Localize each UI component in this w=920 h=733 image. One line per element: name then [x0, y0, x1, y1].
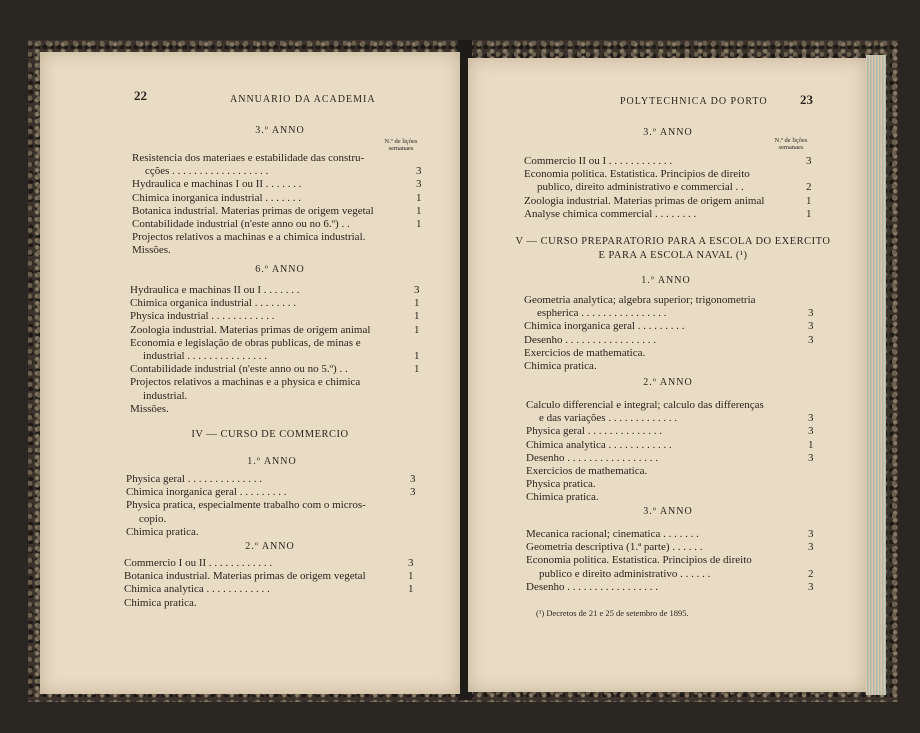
lesson-count: 3 — [808, 580, 814, 593]
course-item: Physica industrial . . . . . . . . . . . . — [130, 310, 275, 323]
lesson-count: 2 — [806, 181, 812, 194]
lesson-count: 1 — [414, 350, 420, 362]
course-item: Mecanica racional; cinematica . . . . . . . — [526, 528, 699, 540]
section-heading: 3.º ANNO — [643, 127, 693, 138]
course-heading: IV — CURSO DE COMMERCIO — [191, 429, 349, 440]
course-item: Chimica inorganica geral . . . . . . . . . — [524, 320, 685, 333]
course-item: Geometria analytica; algebra superior; trigonometria — [524, 294, 756, 306]
course-item: Physica pratica. — [526, 478, 596, 491]
page-edges — [866, 55, 886, 695]
course-item: Chimica pratica. — [526, 491, 599, 504]
course-item: Projectos relativos a machinas e a physica e chimica — [130, 376, 361, 389]
lesson-count: 1 — [414, 323, 420, 336]
course-item: Chimica inorganica industrial . . . . . . . — [132, 191, 302, 204]
lesson-count: 1 — [414, 363, 420, 376]
section-heading: 1.º ANNO — [247, 456, 297, 467]
lesson-count: 1 — [808, 438, 814, 451]
course-item: Desenho . . . . . . . . . . . . . . . . . — [524, 333, 656, 346]
lesson-count: 1 — [416, 191, 422, 204]
course-item: Exercicios de mathematica. — [524, 346, 646, 359]
lesson-count: 1 — [416, 204, 422, 217]
lesson-count: 1 — [416, 218, 422, 230]
lesson-count: 3 — [808, 528, 814, 540]
lesson-count: 3 — [808, 425, 814, 438]
lesson-count: 3 — [806, 155, 812, 167]
lesson-count: 3 — [408, 557, 414, 569]
course-item: copio. — [139, 512, 167, 525]
course-item: Hydraulica e machinas I ou II . . . . . . . — [132, 178, 302, 191]
course-item: Economia politica. Estatistica. Principios de direito — [526, 554, 752, 567]
course-item: Chimica inorganica geral . . . . . . . . . — [126, 486, 287, 499]
course-item: Geometria descriptiva (1.ª parte) . . . . . . — [526, 541, 703, 554]
section-heading: 1.º ANNO — [641, 275, 691, 286]
lesson-count: 3 — [410, 473, 416, 485]
course-item: cções . . . . . . . . . . . . . . . . . . — [145, 165, 269, 178]
lesson-count: 1 — [806, 207, 812, 220]
footnote: (¹) Decretos de 21 e 25 de setembro de 1895. — [536, 608, 689, 618]
course-item: Zoologia industrial. Materias primas de origem animal — [130, 323, 371, 336]
course-item: industrial . . . . . . . . . . . . . . . — [143, 350, 268, 362]
course-heading-line2: E PARA A ESCOLA NAVAL (¹) — [598, 250, 748, 261]
course-item: e das variações . . . . . . . . . . . . . — [539, 412, 678, 425]
course-item: Chimica pratica. — [524, 360, 597, 372]
course-item: Commercio II ou I . . . . . . . . . . . . — [524, 155, 673, 167]
course-item: Projectos relativos a machinas e a chimica industrial. — [132, 231, 366, 244]
lesson-count: 3 — [808, 320, 814, 333]
section-heading: 2.º ANNO — [643, 377, 693, 388]
lesson-count: 3 — [808, 307, 814, 320]
course-item: Desenho . . . . . . . . . . . . . . . . . — [526, 451, 658, 464]
course-item: Commercio I ou II . . . . . . . . . . . . — [124, 557, 273, 569]
running-head: ANNUARIO DA ACADEMIA — [230, 94, 376, 105]
section-heading: 2.º ANNO — [245, 541, 295, 552]
lesson-count: 3 — [808, 412, 814, 425]
course-item: Hydraulica e machinas II ou I . . . . . . . — [130, 284, 300, 296]
section-heading: 3.º ANNO — [643, 506, 693, 517]
lesson-count: 3 — [808, 541, 814, 554]
lesson-count: 1 — [408, 570, 414, 583]
course-item: publico, direito administrativo e commercial . . — [537, 181, 744, 194]
course-item: Exercicios de mathematica. — [526, 465, 648, 477]
course-item: Chimica pratica. — [126, 525, 199, 538]
running-head: POLYTECHNICA DO PORTO — [620, 96, 768, 107]
course-item: Contabilidade industrial (n'este anno ou no 6.º) . . — [132, 218, 350, 230]
course-item: Calculo differencial e integral; calculo das differenças — [526, 399, 764, 411]
course-item: Resistencia dos materiaes e estabilidade das constru- — [132, 152, 365, 164]
course-item: Contabilidade industrial (n'este anno ou no 5.º) . . — [130, 363, 348, 376]
course-item: Missões. — [130, 402, 169, 415]
course-heading-line1: V — CURSO PREPARATORIO PARA A ESCOLA DO EXERCITO — [515, 236, 831, 247]
course-item: Analyse chimica commercial . . . . . . . . — [524, 207, 697, 220]
course-item: Botanica industrial. Materias primas de origem vegetal — [132, 204, 374, 217]
lesson-count: 3 — [414, 284, 420, 296]
lesson-count: 3 — [410, 486, 416, 499]
course-item: Physica pratica, especialmente trabalho com o micros- — [126, 499, 366, 512]
lesson-count: 1 — [806, 194, 812, 207]
course-item: Botanica industrial. Materias primas de origem vegetal — [124, 570, 366, 583]
course-item: Missões. — [132, 244, 171, 257]
lesson-count: 3 — [416, 165, 422, 178]
course-item: Zoologia industrial. Materias primas de origem animal — [524, 194, 765, 207]
course-item: Chimica pratica. — [124, 596, 197, 609]
section-heading: 6.º ANNO — [255, 264, 305, 275]
course-item: Economia e legislação de obras publicas, de minas e — [130, 336, 361, 349]
course-item: industrial. — [143, 389, 188, 402]
course-item: Desenho . . . . . . . . . . . . . . . . . — [526, 580, 658, 593]
lesson-count: 1 — [408, 583, 414, 596]
column-note: N.º de lições semanaes — [384, 138, 418, 152]
lesson-count: 3 — [416, 178, 422, 191]
right-page — [468, 58, 866, 692]
course-item: Physica geral . . . . . . . . . . . . . . — [526, 425, 662, 438]
lesson-count: 2 — [808, 567, 814, 580]
lesson-count: 3 — [808, 333, 814, 346]
lesson-count: 1 — [414, 297, 420, 310]
left-page — [40, 52, 460, 694]
course-item: Chimica analytica . . . . . . . . . . . . — [526, 438, 672, 451]
course-item: publico e direito administrativo . . . . . . — [539, 567, 711, 580]
section-heading: 3.º ANNO — [255, 125, 305, 136]
course-item: Chimica analytica . . . . . . . . . . . . — [124, 583, 270, 596]
course-item: Chimica organica industrial . . . . . . . . — [130, 297, 296, 310]
course-item: Economia politica. Estatistica. Principios de direito — [524, 168, 750, 181]
course-item: Physica geral . . . . . . . . . . . . . . — [126, 473, 262, 485]
lesson-count: 3 — [808, 451, 814, 464]
course-item: espherica . . . . . . . . . . . . . . . . — [537, 307, 667, 320]
column-note: N.º de lições semanaes — [774, 137, 808, 151]
page-number: 23 — [800, 92, 813, 107]
page-number: 22 — [134, 88, 147, 103]
lesson-count: 1 — [414, 310, 420, 323]
